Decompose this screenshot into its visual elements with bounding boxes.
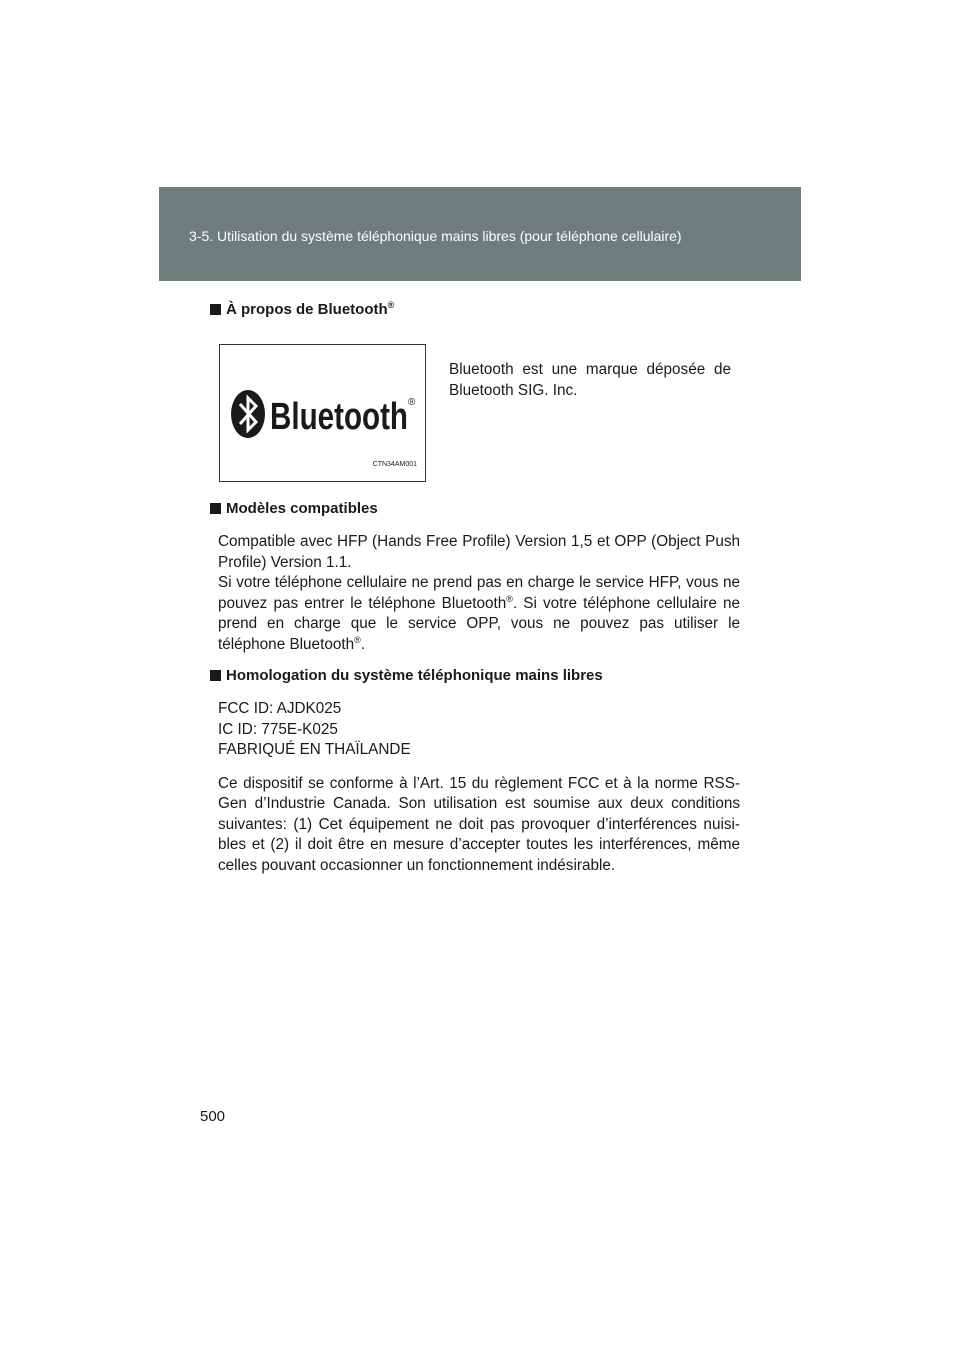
section-bullet-icon	[210, 304, 221, 315]
bluetooth-wordmark: Bluetooth	[270, 396, 408, 438]
bluetooth-rune-icon	[231, 390, 265, 438]
section-bullet-icon	[210, 503, 221, 514]
chapter-header	[159, 187, 801, 281]
figure-code: CTN34AM001	[372, 460, 417, 468]
section-bullet-icon	[210, 670, 221, 681]
bluetooth-figure-row	[210, 320, 740, 496]
hfp-opp-note: Si votre téléphone cellulaire ne prend pas en charge le service HFP, vous ne pouvez pas entrer le téléphone Bluetooth®. Si votre téléphone cellulaire ne prend en charge que le service OPP, vous ne pouvez pas utiliser le téléphone Bluetooth®.	[218, 574, 740, 653]
bluetooth-trademark-text: Bluetooth est une marque déposée de Bluetooth SIG. Inc.	[449, 361, 731, 399]
compliance-paragraph: Ce dispositif se conforme à l’Art. 15 du règlement FCC et à la norme RSS-Gen d’Industrie Canada. Son utilisation est soumise aux deux conditions suivantes: (1) Cet équipement ne doit pas provoquer d’interférences nuisi-bles et (2) il doit être en mesure d’accepter toutes les interférences, même celles pouvant occasionner un fonctionnement indésirable.	[218, 774, 740, 874]
page-content	[210, 300, 740, 876]
page-number: 500	[200, 1108, 226, 1125]
bluetooth-logo	[230, 389, 418, 439]
registered-mark: ®	[408, 397, 416, 408]
homologation-heading: Homologation du système téléphonique mains libres	[210, 666, 740, 686]
compatible-models-heading: Modèles compatibles	[210, 499, 740, 519]
fcc-id: FCC ID: AJDK025	[218, 700, 342, 717]
made-in: FABRIQUÉ EN THAÏLANDE	[218, 741, 411, 758]
identifiers-block	[210, 699, 740, 761]
bluetooth-logo-figure	[219, 344, 426, 482]
homologation-section	[210, 666, 740, 876]
compatibility-paragraph: Compatible avec HFP (Hands Free Profile) Version 1,5 et OPP (Object Push Profile) Version 1.1. Si votre téléphone cellulaire ne prend pas en charge le service HFP, vous ne pouvez pas entrer le téléphone Bluetooth®. Si votre téléphone cellulaire ne prend en charge que le service OPP, vous ne pouvez pas utiliser le téléphone Bluetooth®.	[210, 532, 740, 655]
chapter-title: 3-5. Utilisation du système téléphonique mains libres (pour téléphone cellulaire)	[189, 228, 682, 244]
compatible-models-section	[210, 499, 740, 655]
ic-id: IC ID: 775E-K025	[218, 720, 338, 738]
about-bluetooth-heading: À propos de Bluetooth®	[210, 300, 740, 320]
